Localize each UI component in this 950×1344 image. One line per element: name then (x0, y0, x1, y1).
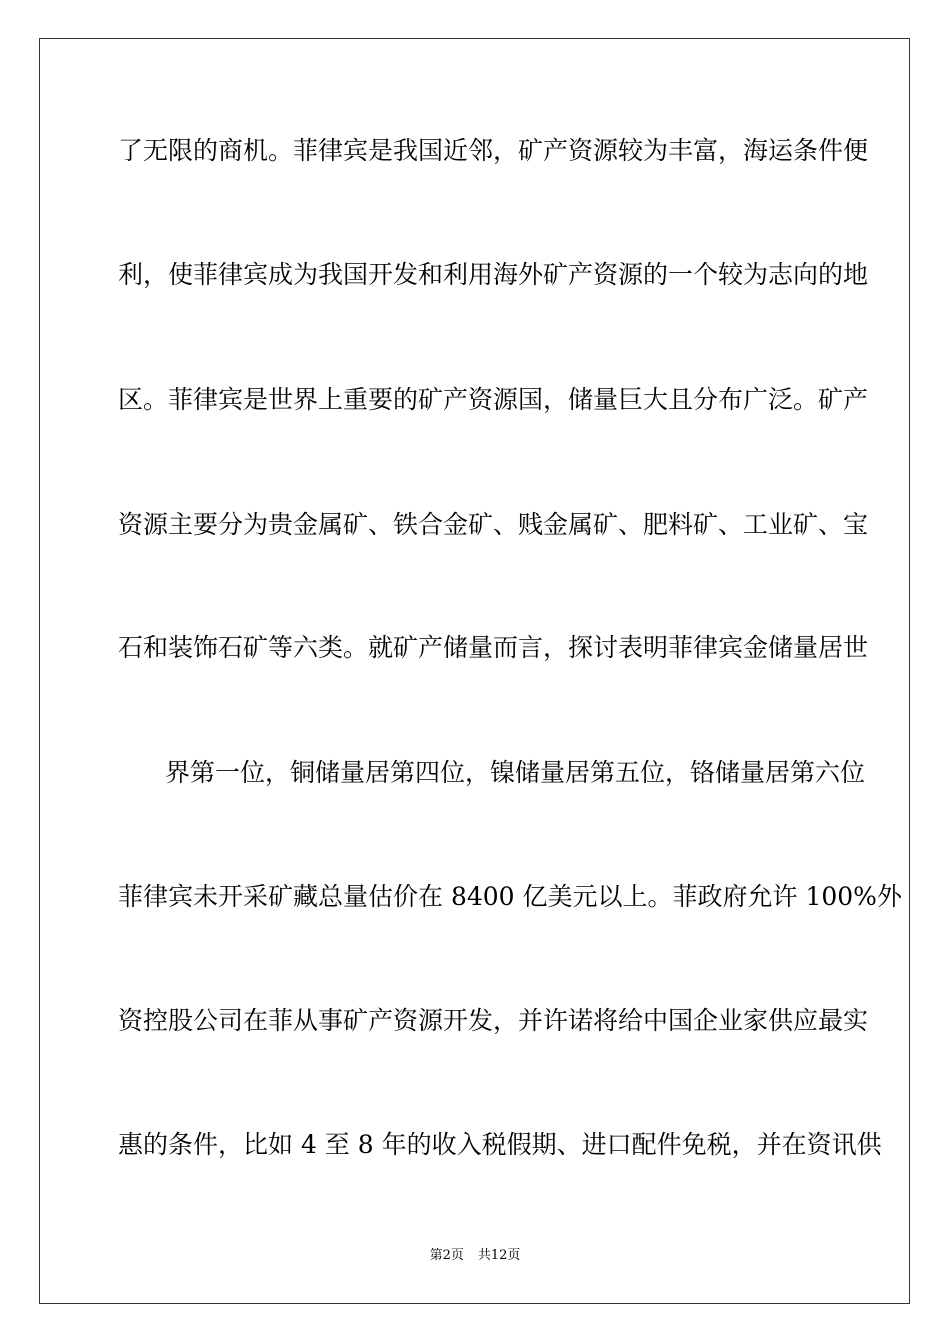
text-line: 区。菲律宾是世界上重要的矿产资源国，储量巨大且分布广泛。矿产 (118, 385, 869, 414)
text-line: 资控股公司在菲从事矿产资源开发，并许诺将给中国企业家供应最实 (118, 1006, 869, 1035)
text-line: 菲律宾未开采矿藏总量估价在 8400 亿美元以上。菲政府允许 100%外 (118, 882, 902, 911)
text-line: 了无限的商机。菲律宾是我国近邻，矿产资源较为丰富，海运条件便 (118, 136, 869, 165)
text-line: 惠的条件，比如 4 至 8 年的收入税假期、进口配件免税，并在资讯供 (118, 1130, 882, 1159)
text-line: 界第一位，铜储量居第四位，镍储量居第五位，铬储量居第六位 (165, 758, 866, 787)
page-number: 第2页 (429, 1248, 464, 1263)
page-footer (0, 1246, 950, 1266)
page-total: 共12页 (477, 1248, 521, 1263)
text-line: 石和装饰石矿等六类。就矿产储量而言，探讨表明菲律宾金储量居世 (118, 633, 869, 662)
text-line: 资源主要分为贵金属矿、铁合金矿、贱金属矿、肥料矿、工业矿、宝 (118, 510, 869, 539)
text-line: 利，使菲律宾成为我国开发和利用海外矿产资源的一个较为志向的地 (118, 260, 869, 289)
page-frame (39, 38, 910, 1304)
